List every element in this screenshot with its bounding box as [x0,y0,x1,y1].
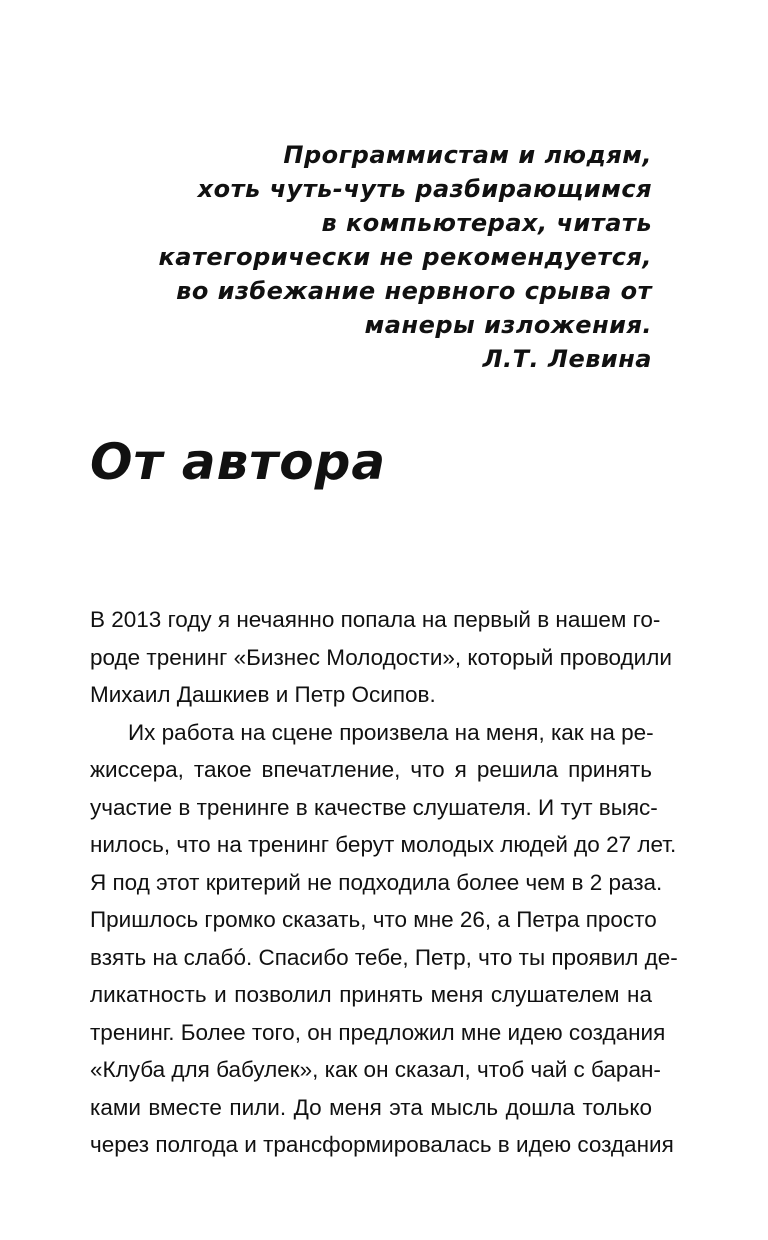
paragraph [90,714,678,1164]
paragraph [90,601,672,714]
epigraph-line: во избежание нервного срыва от [176,277,652,305]
text-line: роде тренинг «Бизнес Молодости», который проводили [90,644,672,670]
text-line: через полгода и трансформировалась в идею создания [90,1132,674,1157]
epigraph [150,138,652,376]
text-line: Их работа на сцене произвела на меня, как на ре- [128,719,654,745]
text-line: ками вместе пили. До меня эта мысль дошла только [90,1094,652,1120]
epigraph-author: Л.Т. Левина [482,345,652,373]
text-line: взять на слабó. Спасибо тебе, Петр, что ты проявил де- [90,944,678,970]
text-line: Пришлось громко сказать, что мне 26, а Петра просто [90,907,657,932]
epigraph-line: манеры изложения. [364,311,652,339]
text-line: нилось, что на тренинг берут молодых людей до 27 лет. [90,832,677,857]
text-line: Михаил Дашкиев и Петр Осипов. [90,682,436,707]
epigraph-line: Программистам и людям, [283,141,652,169]
epigraph-line: в компьютерах, читать [321,209,652,237]
epigraph-line: хоть чуть-чуть разбирающимся [197,175,652,203]
text-line: ликатность и позволил принять меня слушателем на [90,982,652,1007]
chapter-heading: От автора [90,433,387,491]
text-line: Я под этот критерий не подходила более чем в 2 раза. [90,869,663,895]
text-line: В 2013 году я нечаянно попала на первый в нашем го- [90,607,661,632]
text-line: участие в тренинге в качестве слушателя. И тут выяс- [90,794,658,820]
text-line: жиссера, такое впечатление, что я решила принять [90,757,652,782]
epigraph-line: категорически не рекомендуется, [158,243,652,271]
text-line: «Клуба для бабулек», как он сказал, чтоб чай с баран- [90,1057,661,1082]
text-line: тренинг. Более того, он предложил мне идею создания [90,1019,666,1045]
body-text [90,601,678,1164]
